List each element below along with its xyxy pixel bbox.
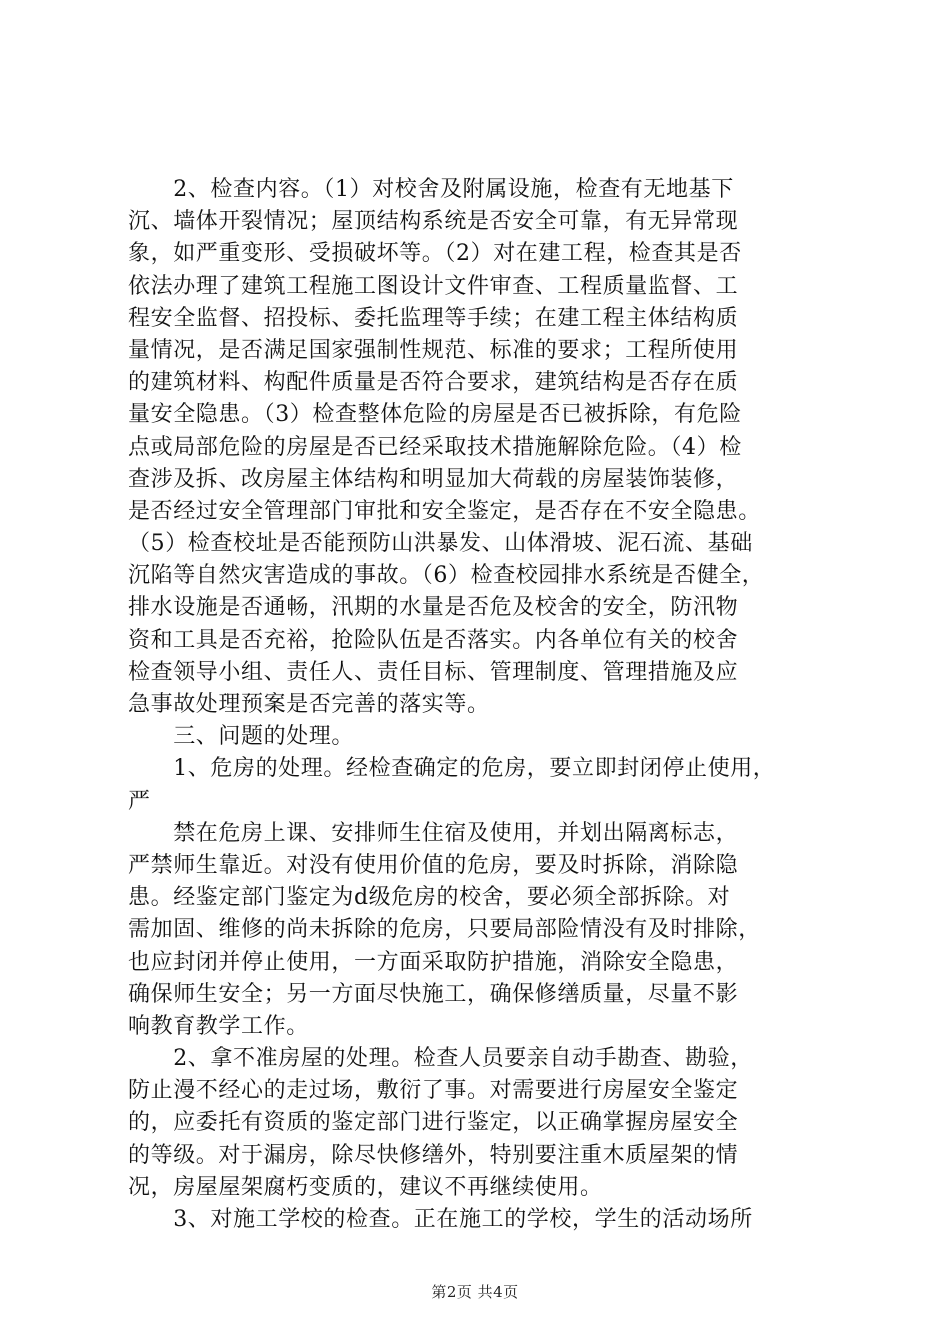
text-line: 沉、墙体开裂情况；屋顶结构系统是否安全可靠，有无异常现 <box>128 209 739 235</box>
text-line: 量情况，是否满足国家强制性规范、标准的要求；工程所使用 <box>128 337 739 363</box>
text-line: 三、问题的处理。 <box>128 724 355 750</box>
text-line: 查涉及拆、改房屋主体结构和明显加大荷载的房屋装饰装修， <box>128 466 739 492</box>
text-line: 的建筑材料、构配件质量是否符合要求，建筑结构是否存在质 <box>128 370 739 396</box>
text-line: 程安全监督、招投标、委托监理等手续；在建工程主体结构质 <box>128 305 739 331</box>
text-line: 依法办理了建筑工程施工图设计文件审查、工程质量监督、工 <box>128 273 739 299</box>
text-line: 是否经过安全管理部门审批和安全鉴定，是否存在不安全隐患。 <box>128 498 761 524</box>
text-line: 量安全隐患。（3）检查整体危险的房屋是否已被拆除，有危险 <box>128 402 742 428</box>
text-line: 响教育教学工作。 <box>128 1013 309 1039</box>
text-line: 禁在危房上课、安排师生住宿及使用，并划出隔离标志， <box>128 820 739 846</box>
text-line: 的，应委托有资质的鉴定部门进行鉴定，以正确掌握房屋安全 <box>128 1110 739 1136</box>
text-line: 2、检查内容。（1）对校舍及附属设施，检查有无地基下 <box>128 177 734 202</box>
text-line: 严禁师生靠近。对没有使用价值的危房，要及时拆除，消除隐 <box>128 852 739 878</box>
text-line: 防止漫不经心的走过场，敷衍了事。对需要进行房屋安全鉴定 <box>128 1078 739 1104</box>
text-line: 象，如严重变形、受损破坏等。（2）对在建工程，检查其是否 <box>128 241 742 267</box>
text-line: 的等级。对于漏房，除尽快修缮外，特别要注重木质屋架的情 <box>128 1142 739 1168</box>
text-line: 1、危房的处理。经检查确定的危房，要立即封闭停止使用， <box>128 756 776 782</box>
text-line: 需加固、维修的尚未拆除的危房，只要局部险情没有及时排除， <box>128 917 761 943</box>
text-line: 急事故处理预案是否完善的落实等。 <box>128 692 490 717</box>
text-line: 3、对施工学校的检查。正在施工的学校，学生的活动场所 <box>128 1207 753 1232</box>
text-line: 检查领导小组、责任人、责任目标、管理制度、管理措施及应 <box>128 659 739 685</box>
body-text <box>128 174 840 1236</box>
text-line: 点或局部危险的房屋是否已经采取技术措施解除危险。（4）检 <box>128 434 742 460</box>
text-line: 2、拿不准房屋的处理。检查人员要亲自动手勘查、勘验， <box>128 1046 753 1072</box>
text-line: 严 <box>128 788 151 814</box>
text-line: 资和工具是否充裕，抢险队伍是否落实。内各单位有关的校舍 <box>128 627 739 653</box>
text-line: 况，房屋屋架腐朽变质的，建议不再继续使用。 <box>128 1174 603 1200</box>
text-line: （5）检查校址是否能预防山洪暴发、山体滑坡、泥石流、基础 <box>128 531 753 557</box>
text-line: 排水设施是否通畅，汛期的水量是否危及校舍的安全，防汛物 <box>128 595 739 621</box>
text-line: 确保师生安全；另一方面尽快施工，确保修缮质量，尽量不影 <box>128 981 739 1007</box>
page-footer: 第2页 共4页 <box>431 1283 519 1301</box>
text-line: 患。经鉴定部门鉴定为d级危房的校舍，要必须全部拆除。对 <box>128 885 731 911</box>
text-line: 沉陷等自然灾害造成的事故。（6）检查校园排水系统是否健全， <box>128 563 765 589</box>
text-line: 也应封闭并停止使用，一方面采取防护措施，消除安全隐患， <box>128 949 739 975</box>
